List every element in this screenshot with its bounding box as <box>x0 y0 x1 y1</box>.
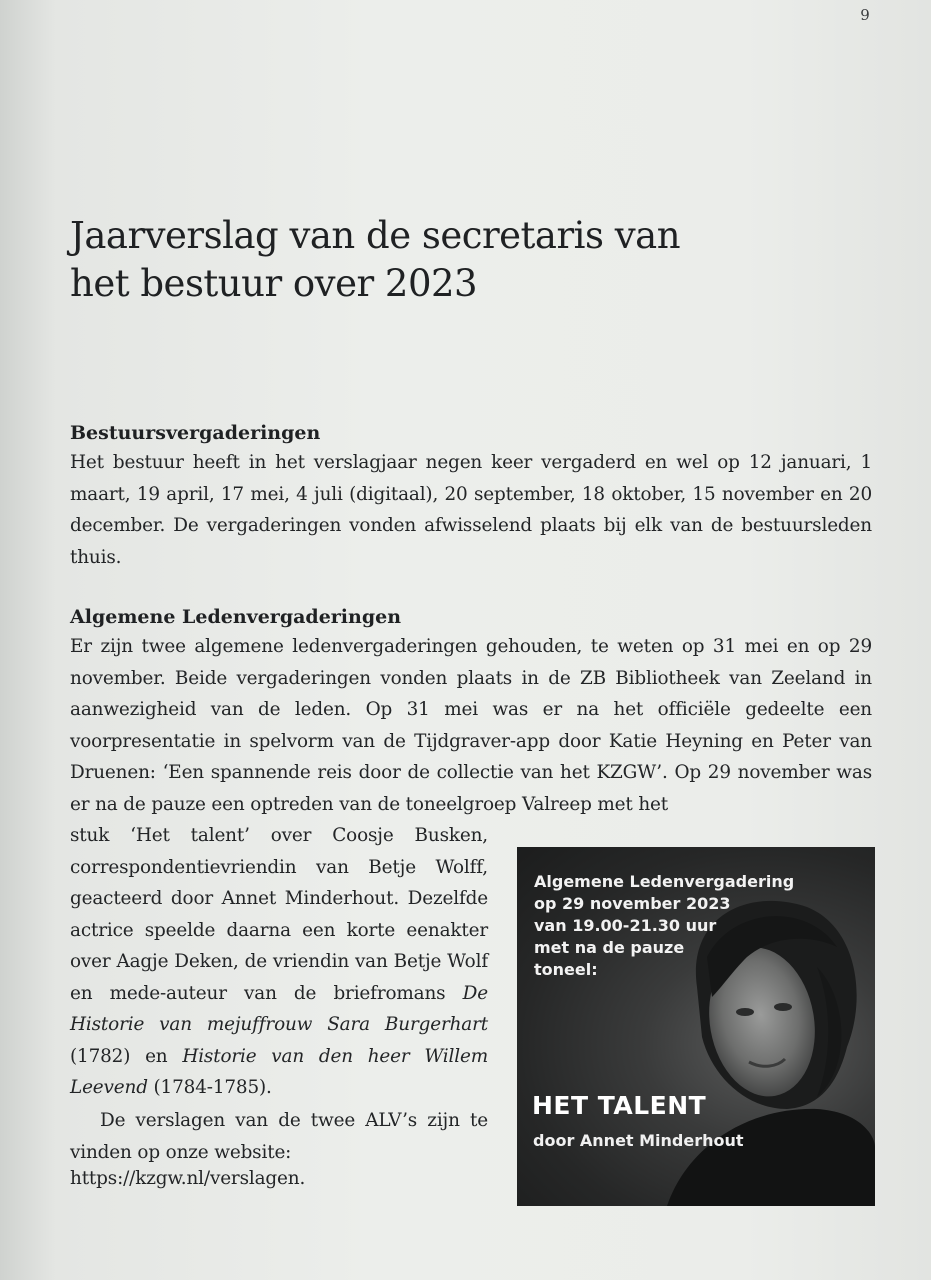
paragraph-algemene-ledenvergaderingen: Er zijn twee algemene ledenvergaderingen gehouden, te weten op 31 mei en op 29 november. Beide vergaderingen vonden plaats in de ZB Bibliotheek van Zeeland in aanwezigheid van de leden. Op 31 mei was er na het officiële gedeelte een voorpresentatie in spelvorm van de Tijdgraver-app door Katie Heyning en Peter van Druenen: ‘Een spannende reis door de collectie van het KZGW’. Op 29 november was er na de pauze een optreden van de toneelgroep Valreep met het <box>70 636 872 815</box>
paragraph-verslagen: De verslagen van de twee ALV’s zijn te vinden op onze website: <box>70 1110 488 1163</box>
page-title-line-2: het bestuur over 2023 <box>70 262 478 305</box>
book-year-2: (1784-1785). <box>153 1077 272 1098</box>
paragraph-wrap-text <box>70 820 488 1104</box>
wrap-text: stuk ‘Het talent’ over Coosje Busken, correspondentievriendin van Betje Wolff, geacteerd door Annet Minderhout. Dezelfde actrice speelde daarna een korte eenakter over Aagje Deken, de vriendin van Betje Wolf en mede-auteur van de briefromans <box>70 825 488 1004</box>
poster-info <box>534 871 794 981</box>
website-link[interactable]: https://kzgw.nl/verslagen. <box>70 1168 306 1189</box>
poster-subtitle: door Annet Minderhout <box>533 1131 744 1150</box>
poster-info-line: op 29 november 2023 <box>534 894 731 913</box>
page-title-line-1: Jaarverslag van de secretaris van <box>70 214 681 257</box>
poster-info-line: toneel: <box>534 960 598 979</box>
book-title-willem-leevend: Historie van den heer Willem Leevend <box>70 1045 488 1098</box>
book-year-1: (1782) en <box>70 1045 168 1067</box>
page-number: 9 <box>860 6 870 24</box>
paragraph-bestuursvergaderingen: Het bestuur heeft in het verslagjaar negen keer vergaderd en wel op 12 januari, 1 maart, 19 april, 17 mei, 4 juli (digitaal), 20 september, 18 oktober, 15 november en 20 december. De vergaderingen vonden afwisselend plaats bij elk van de bestuursleden thuis. <box>70 452 872 568</box>
poster-info-line: van 19.00-21.30 uur <box>534 916 717 935</box>
page-title <box>70 212 830 308</box>
section-heading-bestuursvergaderingen: Bestuursvergaderingen <box>70 422 321 444</box>
poster-info-line: met na de pauze <box>534 938 685 957</box>
section-heading-algemene-ledenvergaderingen: Algemene Ledenvergaderingen <box>70 606 402 628</box>
poster-info-line: Algemene Ledenvergadering <box>534 872 795 891</box>
poster-title: HET TALENT <box>532 1091 707 1120</box>
book-title-sara-burgerhart: De Historie van mejuffrouw Sara Burgerhart <box>70 982 488 1035</box>
event-poster <box>517 847 875 1206</box>
